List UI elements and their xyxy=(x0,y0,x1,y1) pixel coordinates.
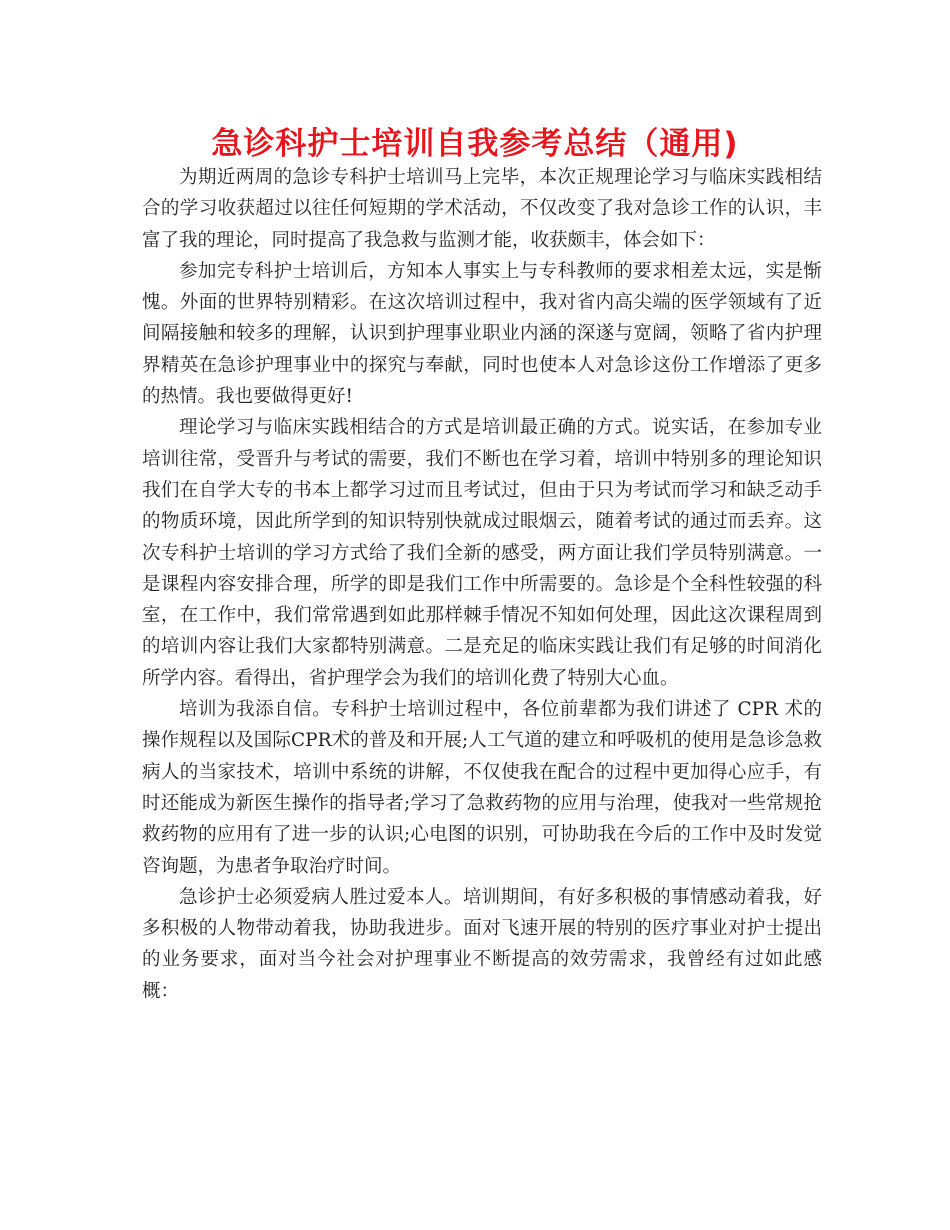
paragraph: 为期近两周的急诊专科护士培训马上完毕，本次正规理论学习与临床实践相结合的学习收获超过以往任何短期的学术活动，不仅改变了我对急诊工作的认识，丰富了我的理论，同时提高了我急救与监测才能，收获颇丰，体会如下： xyxy=(142,167,822,251)
document-title: 急诊科护士培训自我参考总结（通用) xyxy=(211,126,739,162)
paragraph: 参加完专科护士培训后，方知本人事实上与专科教师的要求相差太远，实是惭愧。外面的世界特别精彩。在这次培训过程中，我对省内高尖端的医学领域有了近间隔接触和较多的理解，认识到护理事业职业内涵的深遂与宽阔，领略了省内护理界精英在急诊护理事业中的探究与奉献，同时也使本人对急诊这份工作增添了更多的热情。我也要做得更好! xyxy=(142,260,822,408)
paragraph: 理论学习与临床实践相结合的方式是培训最正确的方式。说实话，在参加专业培训往常，受晋升与考试的需要，我们不断也在学习着，培训中特别多的理论知识我们在自学大专的书本上都学习过而且考试过，但由于只为考试而学习和缺乏动手的物质环境，因此所学到的知识特别快就成过眼烟云，随着考试的通过而丢弃。这次专科护士培训的学习方式给了我们全新的感受，两方面让我们学员特别满意。一是课程内容安排合理，所学的即是我们工作中所需要的。急诊是个全科性较强的科室，在工作中，我们常常遇到如此那样棘手情况不知如何处理，因此这次课程周到的培训内容让我们大家都特别满意。二是充足的临床实践让我们有足够的时间消化所学内容。看得出，省护理学会为我们的培训化费了特别大心血。 xyxy=(142,417,822,689)
paragraph: 培训为我添自信。专科护士培训过程中，各位前辈都为我们讲述了 CPR 术的操作规程以及国际CPR术的普及和开展;人工气道的建立和呼吸机的使用是急诊急救病人的当家技术，培训中系统的讲解，不仅使我在配合的过程中更加得心应手，有时还能成为新医生操作的指导者;学习了急救药物的应用与治理，使我对一些常规抢救药物的应用有了进一步的认识;心电图的识别，可协助我在今后的工作中及时发觉咨询题，为患者争取治疗时间。 xyxy=(142,699,822,877)
paragraph: 急诊护士必须爱病人胜过爱本人。培训期间，有好多积极的事情感动着我，好多积极的人物带动着我，协助我进步。面对飞速开展的特别的医疗事业对护士提出的业务要求，面对当今社会对护理事业不断提高的效劳需求，我曾经有过如此感概： xyxy=(142,886,822,1002)
document-body xyxy=(142,162,822,1007)
